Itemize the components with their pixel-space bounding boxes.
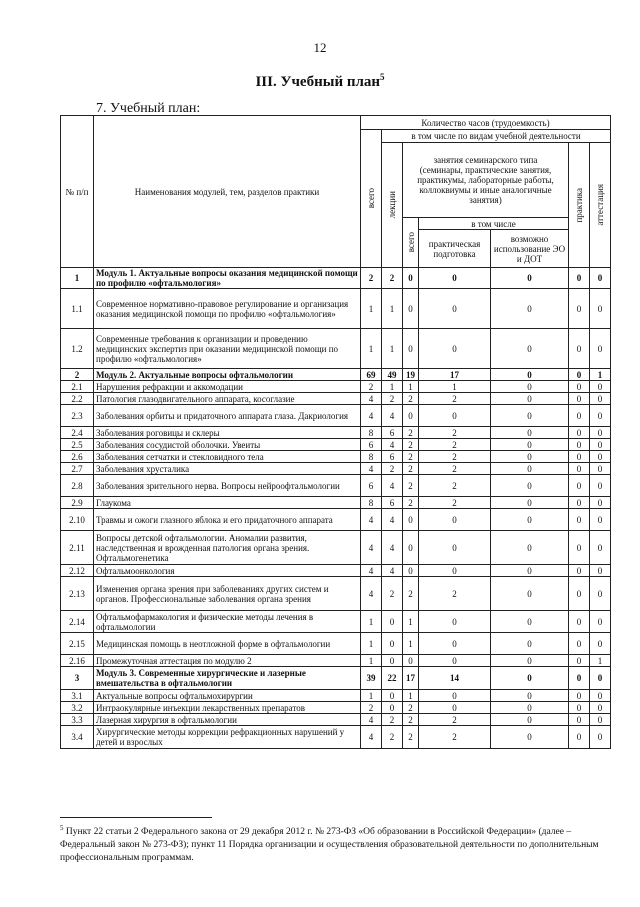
row-num: 1.2	[61, 329, 94, 369]
row-attestation: 0	[590, 509, 611, 531]
row-num: 2.3	[61, 405, 94, 427]
row-total: 1	[361, 655, 382, 667]
row-name: Интраокулярные инъекции лекарственных препаратов	[94, 702, 361, 714]
header-practice-cell	[569, 143, 590, 268]
row-name: Промежуточная аттестация по модулю 2	[94, 655, 361, 667]
row-practice: 0	[569, 655, 590, 667]
row-practice: 0	[569, 565, 590, 577]
row-total: 1	[361, 690, 382, 702]
row-attestation: 0	[590, 667, 611, 690]
row-sem-total: 2	[403, 475, 419, 497]
section-title-text: III. Учебный план	[255, 74, 381, 90]
row-lectures: 0	[382, 655, 403, 667]
row-attestation: 1	[590, 369, 611, 381]
row-practical: 14	[419, 667, 491, 690]
row-lectures: 0	[382, 702, 403, 714]
row-practical: 2	[419, 714, 491, 726]
row-sem-total: 2	[403, 497, 419, 509]
row-sem-total: 1	[403, 690, 419, 702]
row-name: Модуль 3. Современные хирургические и лазерные вмешательства в офтальмологии	[94, 667, 361, 690]
row-name: Заболевания хрусталика	[94, 463, 361, 475]
row-num: 2.5	[61, 439, 94, 451]
row-num: 2.2	[61, 393, 94, 405]
row-eo-dot: 0	[491, 405, 569, 427]
row-eo-dot: 0	[491, 393, 569, 405]
footnote-text: Пункт 22 статьи 2 Федерального закона от 29 декабря 2012 г. № 273-ФЗ «Об образовании в Российской Федерации» (далее – Федеральный закон № 273-ФЗ); пункт 11 Порядка организации и осуществления образовательной деятельности по дополнительным профессиональным программам.	[60, 827, 599, 864]
row-total: 4	[361, 714, 382, 726]
row-sem-total: 0	[403, 565, 419, 577]
table-row	[61, 427, 611, 439]
row-total: 4	[361, 565, 382, 577]
row-lectures: 6	[382, 451, 403, 463]
row-eo-dot: 0	[491, 451, 569, 463]
row-eo-dot: 0	[491, 702, 569, 714]
row-lectures: 2	[382, 463, 403, 475]
row-total: 1	[361, 289, 382, 329]
table-row	[61, 531, 611, 565]
row-total: 4	[361, 577, 382, 611]
row-sem-total: 1	[403, 633, 419, 655]
row-attestation: 0	[590, 702, 611, 714]
row-total: 4	[361, 393, 382, 405]
row-practice: 0	[569, 633, 590, 655]
row-practice: 0	[569, 381, 590, 393]
row-name: Актуальные вопросы офтальмохирургии	[94, 690, 361, 702]
row-sem-total: 0	[403, 509, 419, 531]
row-practice: 0	[569, 667, 590, 690]
table-row	[61, 439, 611, 451]
row-attestation: 1	[590, 655, 611, 667]
row-practical: 2	[419, 577, 491, 611]
row-practice: 0	[569, 611, 590, 633]
table-row	[61, 702, 611, 714]
row-total: 1	[361, 633, 382, 655]
row-sem-total: 0	[403, 289, 419, 329]
row-total: 2	[361, 381, 382, 393]
row-num: 3.1	[61, 690, 94, 702]
row-practice: 0	[569, 714, 590, 726]
row-practice: 0	[569, 690, 590, 702]
row-eo-dot: 0	[491, 369, 569, 381]
row-lectures: 0	[382, 633, 403, 655]
row-eo-dot: 0	[491, 463, 569, 475]
row-lectures: 4	[382, 531, 403, 565]
table-row	[61, 289, 611, 329]
row-attestation: 0	[590, 268, 611, 289]
row-sem-total: 1	[403, 611, 419, 633]
row-eo-dot: 0	[491, 611, 569, 633]
row-total: 8	[361, 497, 382, 509]
row-practice: 0	[569, 329, 590, 369]
row-sem-total: 19	[403, 369, 419, 381]
row-total: 8	[361, 451, 382, 463]
row-eo-dot: 0	[491, 577, 569, 611]
row-total: 4	[361, 531, 382, 565]
row-lectures: 1	[382, 381, 403, 393]
row-eo-dot: 0	[491, 475, 569, 497]
table-row	[61, 268, 611, 289]
row-sem-total: 0	[403, 329, 419, 369]
row-lectures: 2	[382, 726, 403, 749]
row-attestation: 0	[590, 714, 611, 726]
row-total: 2	[361, 268, 382, 289]
row-practice: 0	[569, 393, 590, 405]
header-eo-dot: возможно использование ЭО и ДОТ	[491, 230, 569, 268]
row-lectures: 2	[382, 268, 403, 289]
row-sem-total: 17	[403, 667, 419, 690]
row-num: 1.1	[61, 289, 94, 329]
row-name: Заболевания сетчатки и стекловидного тела	[94, 451, 361, 463]
row-name: Заболевания роговицы и склеры	[94, 427, 361, 439]
row-num: 2.4	[61, 427, 94, 439]
row-attestation: 0	[590, 497, 611, 509]
table-row	[61, 655, 611, 667]
table-row	[61, 633, 611, 655]
row-total: 4	[361, 463, 382, 475]
table-row	[61, 329, 611, 369]
row-attestation: 0	[590, 531, 611, 565]
row-total: 4	[361, 726, 382, 749]
header-lectures: лекции	[387, 191, 397, 219]
subtitle: 7. Учебный план:	[96, 101, 201, 116]
row-eo-dot: 0	[491, 726, 569, 749]
row-practice: 0	[569, 451, 590, 463]
row-lectures: 6	[382, 427, 403, 439]
row-total: 69	[361, 369, 382, 381]
row-name: Хирургические методы коррекции рефракционных нарушений у детей и взрослых	[94, 726, 361, 749]
row-eo-dot: 0	[491, 667, 569, 690]
row-total: 39	[361, 667, 382, 690]
table-row	[61, 393, 611, 405]
row-practical: 0	[419, 565, 491, 577]
row-practical: 2	[419, 439, 491, 451]
row-name: Травмы и ожоги глазного яблока и его придаточного аппарата	[94, 509, 361, 531]
table-row	[61, 509, 611, 531]
row-num: 3	[61, 667, 94, 690]
footnote-divider	[60, 817, 212, 818]
row-total: 8	[361, 427, 382, 439]
row-sem-total: 2	[403, 427, 419, 439]
table-row	[61, 565, 611, 577]
row-eo-dot: 0	[491, 439, 569, 451]
row-attestation: 0	[590, 289, 611, 329]
row-total: 6	[361, 475, 382, 497]
row-num: 2	[61, 369, 94, 381]
row-num: 2.14	[61, 611, 94, 633]
row-practice: 0	[569, 405, 590, 427]
footnote-ref: 5	[380, 72, 385, 82]
row-lectures: 2	[382, 393, 403, 405]
table-row	[61, 714, 611, 726]
row-sem-total: 0	[403, 268, 419, 289]
row-sem-total: 2	[403, 577, 419, 611]
table-row	[61, 726, 611, 749]
row-sem-total: 2	[403, 439, 419, 451]
row-eo-dot: 0	[491, 268, 569, 289]
row-practice: 0	[569, 702, 590, 714]
table-row	[61, 611, 611, 633]
row-eo-dot: 0	[491, 509, 569, 531]
row-attestation: 0	[590, 381, 611, 393]
row-lectures: 6	[382, 497, 403, 509]
row-practical: 0	[419, 655, 491, 667]
row-attestation: 0	[590, 463, 611, 475]
row-name: Патология глазодвигательного аппарата, косоглазие	[94, 393, 361, 405]
row-num: 2.16	[61, 655, 94, 667]
row-eo-dot: 0	[491, 655, 569, 667]
row-eo-dot: 0	[491, 690, 569, 702]
row-practice: 0	[569, 289, 590, 329]
row-total: 4	[361, 509, 382, 531]
row-practical: 2	[419, 427, 491, 439]
row-practice: 0	[569, 427, 590, 439]
row-num: 2.15	[61, 633, 94, 655]
row-lectures: 0	[382, 690, 403, 702]
row-practical: 0	[419, 702, 491, 714]
header-incl-types: в том числе по видам учебной деятельности	[382, 130, 611, 143]
row-name: Заболевания сосудистой оболочки. Увеиты	[94, 439, 361, 451]
row-lectures: 4	[382, 565, 403, 577]
table-row	[61, 577, 611, 611]
row-practical: 2	[419, 475, 491, 497]
row-practical: 0	[419, 268, 491, 289]
row-num: 2.8	[61, 475, 94, 497]
page-number: 12	[313, 40, 327, 55]
row-practical: 2	[419, 497, 491, 509]
row-practical: 0	[419, 509, 491, 531]
row-practice: 0	[569, 439, 590, 451]
row-lectures: 2	[382, 714, 403, 726]
row-sem-total: 1	[403, 381, 419, 393]
row-eo-dot: 0	[491, 497, 569, 509]
row-num: 2.12	[61, 565, 94, 577]
row-lectures: 22	[382, 667, 403, 690]
row-practical: 0	[419, 531, 491, 565]
row-sem-total: 2	[403, 726, 419, 749]
row-attestation: 0	[590, 451, 611, 463]
row-attestation: 0	[590, 565, 611, 577]
row-practice: 0	[569, 497, 590, 509]
row-practice: 0	[569, 463, 590, 475]
table-row	[61, 475, 611, 497]
row-practical: 0	[419, 611, 491, 633]
row-lectures: 4	[382, 509, 403, 531]
row-lectures: 4	[382, 405, 403, 427]
row-total: 6	[361, 439, 382, 451]
row-attestation: 0	[590, 577, 611, 611]
table-row	[61, 667, 611, 690]
header-total: всего	[366, 188, 376, 209]
row-practice: 0	[569, 531, 590, 565]
row-sem-total: 2	[403, 702, 419, 714]
row-num: 3.2	[61, 702, 94, 714]
table-row	[61, 369, 611, 381]
row-eo-dot: 0	[491, 531, 569, 565]
row-sem-total: 2	[403, 451, 419, 463]
row-practice: 0	[569, 268, 590, 289]
row-sem-total: 2	[403, 714, 419, 726]
row-eo-dot: 0	[491, 329, 569, 369]
row-name: Вопросы детской офтальмологии. Аномалии развития, наследственная и врожденная патология органа зрения. Офтальмогенетика	[94, 531, 361, 565]
row-name: Современное нормативно-правовое регулирование и организация оказания медицинской помощи по профилю «офтальмология»	[94, 289, 361, 329]
row-num: 3.3	[61, 714, 94, 726]
row-sem-total: 2	[403, 393, 419, 405]
table-row	[61, 690, 611, 702]
header-practical: практическая подготовка	[419, 230, 491, 268]
row-num: 2.6	[61, 451, 94, 463]
row-attestation: 0	[590, 611, 611, 633]
row-num: 3.4	[61, 726, 94, 749]
row-eo-dot: 0	[491, 714, 569, 726]
row-attestation: 0	[590, 393, 611, 405]
row-attestation: 0	[590, 633, 611, 655]
row-practice: 0	[569, 369, 590, 381]
row-eo-dot: 0	[491, 381, 569, 393]
row-practical: 0	[419, 289, 491, 329]
row-name: Модуль 1. Актуальные вопросы оказания медицинской помощи по профилю «офтальмология»	[94, 268, 361, 289]
row-practical: 0	[419, 633, 491, 655]
header-sem-total: всего	[405, 232, 416, 253]
row-practical: 17	[419, 369, 491, 381]
row-attestation: 0	[590, 726, 611, 749]
header-attestation-cell	[590, 143, 611, 268]
row-num: 2.11	[61, 531, 94, 565]
row-practical: 2	[419, 451, 491, 463]
row-total: 4	[361, 405, 382, 427]
row-eo-dot: 0	[491, 633, 569, 655]
header-attestation: аттестация	[595, 184, 606, 226]
row-name: Офтальмофармакология и физические методы лечения в офтальмологии	[94, 611, 361, 633]
row-practice: 0	[569, 726, 590, 749]
row-num: 1	[61, 268, 94, 289]
row-practical: 0	[419, 690, 491, 702]
row-lectures: 1	[382, 329, 403, 369]
row-lectures: 49	[382, 369, 403, 381]
row-name: Заболевания зрительного нерва. Вопросы нейроофтальмологии	[94, 475, 361, 497]
row-practical: 2	[419, 463, 491, 475]
row-name: Модуль 2. Актуальные вопросы офтальмологии	[94, 369, 361, 381]
row-sem-total: 0	[403, 655, 419, 667]
table-row	[61, 451, 611, 463]
row-practice: 0	[569, 577, 590, 611]
table-row	[61, 463, 611, 475]
row-practical: 0	[419, 405, 491, 427]
row-practice: 0	[569, 509, 590, 531]
row-name: Медицинская помощь в неотложной форме в офтальмологии	[94, 633, 361, 655]
row-practical: 2	[419, 726, 491, 749]
row-eo-dot: 0	[491, 565, 569, 577]
header-name: Наименования модулей, тем, разделов практики	[94, 116, 361, 268]
row-eo-dot: 0	[491, 427, 569, 439]
header-num: № п/п	[61, 116, 94, 268]
row-practical: 1	[419, 381, 491, 393]
row-attestation: 0	[590, 690, 611, 702]
row-attestation: 0	[590, 427, 611, 439]
row-practical: 2	[419, 393, 491, 405]
row-total: 1	[361, 329, 382, 369]
section-title	[0, 72, 640, 91]
table-row	[61, 497, 611, 509]
row-sem-total: 0	[403, 405, 419, 427]
footnote	[60, 822, 612, 865]
header-seminar: занятия семинарского типа (семинары, практические занятия, практикумы, лабораторные работы, коллоквиумы и иные аналогичные занятия)	[403, 143, 569, 218]
row-eo-dot: 0	[491, 289, 569, 329]
curriculum-table	[60, 115, 611, 749]
header-total-cell	[361, 130, 382, 268]
header-lectures-cell	[382, 143, 403, 268]
row-total: 1	[361, 611, 382, 633]
row-num: 2.13	[61, 577, 94, 611]
row-sem-total: 0	[403, 531, 419, 565]
row-practical: 0	[419, 329, 491, 369]
row-name: Изменения органа зрения при заболеваниях других систем и органов. Профессиональные заболевания органа зрения	[94, 577, 361, 611]
table-row	[61, 405, 611, 427]
row-sem-total: 2	[403, 463, 419, 475]
row-lectures: 1	[382, 289, 403, 329]
row-attestation: 0	[590, 405, 611, 427]
row-lectures: 4	[382, 475, 403, 497]
header-practice: практика	[574, 187, 584, 223]
table-row	[61, 381, 611, 393]
header-sem-total-cell	[403, 218, 419, 268]
row-num: 2.1	[61, 381, 94, 393]
row-name: Современные требования к организации и проведению медицинских экспертиз при оказании медицинской помощи по профилю «офтальмология»	[94, 329, 361, 369]
row-name: Глаукома	[94, 497, 361, 509]
row-attestation: 0	[590, 475, 611, 497]
row-attestation: 0	[590, 329, 611, 369]
row-num: 2.7	[61, 463, 94, 475]
header-incl: в том числе	[419, 218, 569, 230]
row-lectures: 2	[382, 577, 403, 611]
row-total: 2	[361, 702, 382, 714]
header-hours: Количество часов (трудоемкость)	[361, 116, 611, 130]
footnote-mark: 5	[60, 824, 64, 832]
row-num: 2.10	[61, 509, 94, 531]
row-name: Лазерная хирургия в офтальмологии	[94, 714, 361, 726]
row-num: 2.9	[61, 497, 94, 509]
row-name: Заболевания орбиты и придаточного аппарата глаза. Дакриология	[94, 405, 361, 427]
row-lectures: 0	[382, 611, 403, 633]
row-name: Офтальмоонкология	[94, 565, 361, 577]
row-attestation: 0	[590, 439, 611, 451]
row-name: Нарушения рефракции и аккомодации	[94, 381, 361, 393]
row-practice: 0	[569, 475, 590, 497]
row-lectures: 4	[382, 439, 403, 451]
